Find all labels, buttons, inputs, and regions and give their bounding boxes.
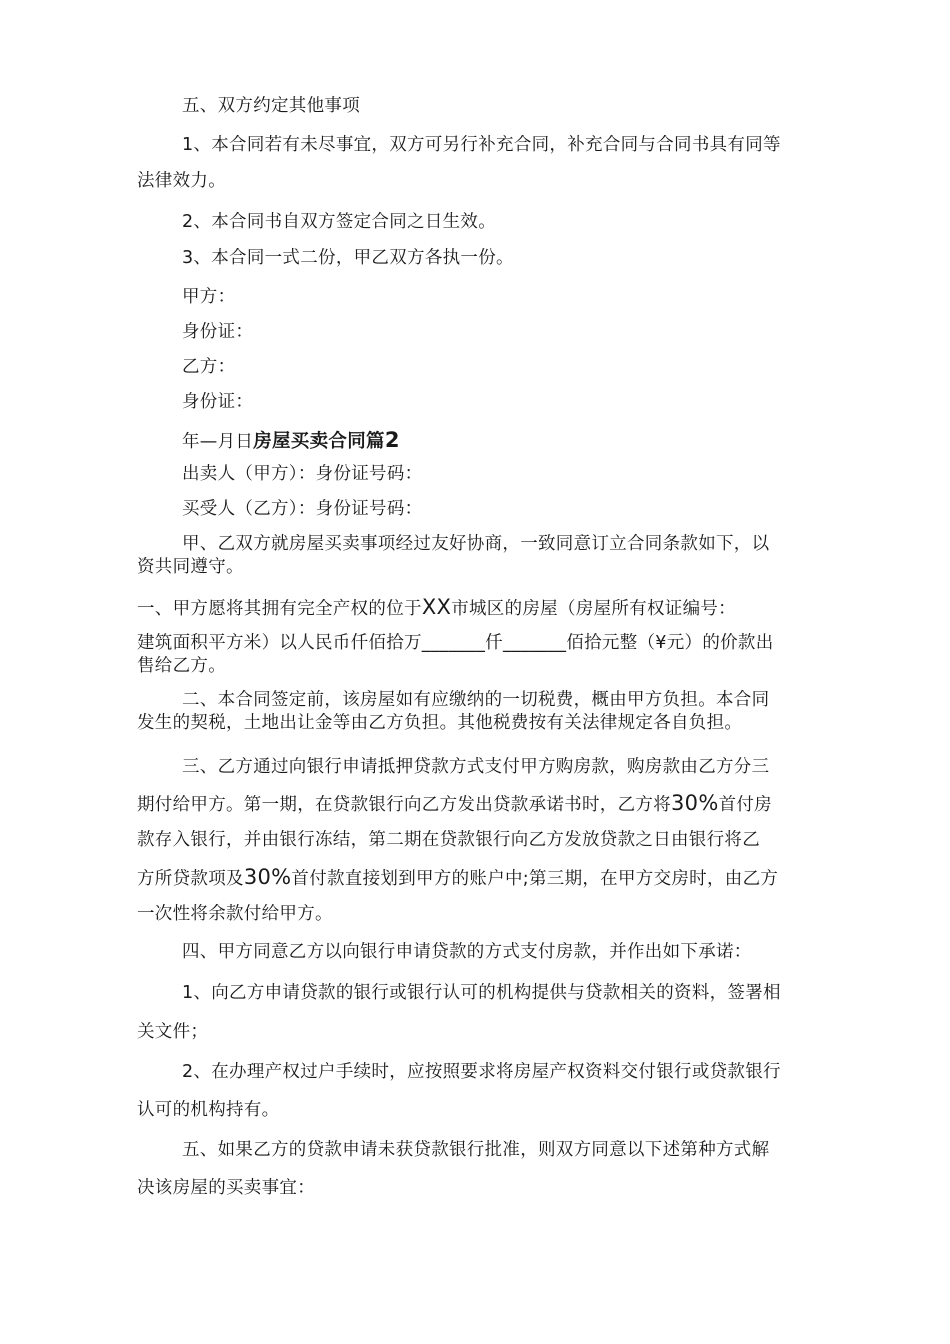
article-4-2-line2: 认可的机构持有。 — [137, 1100, 280, 1120]
party-a-label: 甲方： — [182, 287, 236, 307]
article-3-percent-2: 30% — [243, 865, 292, 889]
section-five-heading: 五、双方约定其他事项 — [182, 96, 360, 116]
article-4-2-line1: 2、在办理产权过户手续时，应按照要求将房屋产权资料交付银行或贷款银行 — [182, 1062, 781, 1082]
contract-title: 房屋买卖合同篇 — [253, 431, 385, 452]
article-3-line4-text-b: 首付款直接划到甲方的账户中;第三期，在甲方交房时，由乙方 — [291, 869, 779, 889]
clause-5-2: 2、本合同书自双方签定合同之日生效。 — [182, 212, 497, 232]
article-3-line3: 款存入银行，并由银行冻结，第二期在贷款银行向乙方发放贷款之日由银行将乙 — [137, 830, 760, 850]
article-3-line4-text-a: 方所贷款项及 — [137, 869, 244, 889]
article-3-line2-text-b: 首付房 — [718, 795, 772, 815]
clause-5-3: 3、本合同一式二份，甲乙双方各执一份。 — [182, 248, 514, 268]
article-3-line1: 三、乙方通过向银行申请抵押贷款方式支付甲方购房款，购房款由乙方分三 — [182, 757, 770, 777]
clause-5-1-line2: 法律效力。 — [137, 171, 226, 191]
article-3-line4 — [137, 866, 778, 890]
date-prefix: 年—月日 — [182, 432, 254, 452]
article-4-1-line2: 关文件； — [137, 1022, 209, 1042]
clause-5-1-line1: 1、本合同若有未尽事宜，双方可另行补充合同，补充合同与合同书具有同等 — [182, 135, 781, 155]
article-3-line5: 一次性将余款付给甲方。 — [137, 904, 333, 924]
article-4-line1: 四、甲方同意乙方以向银行申请贷款的方式支付房款，并作出如下承诺： — [182, 942, 752, 962]
intro-line2: 资共同遵守。 — [137, 557, 244, 577]
article-1-line1 — [137, 596, 736, 620]
contract-title-number: 2 — [384, 428, 400, 452]
intro-line1: 甲、乙双方就房屋买卖事项经过友好协商，一致同意订立合同条款如下，以 — [182, 534, 770, 554]
article-3-line2 — [137, 792, 772, 816]
article-5-line1: 五、如果乙方的贷款申请未获贷款银行批准，则双方同意以下述第种方式解 — [182, 1140, 770, 1160]
date-and-title-line — [182, 429, 400, 453]
article-1-line2: 建筑面积平方米）以人民币仟佰拾万_______仟_______佰拾元整（¥元）的价款出 — [137, 633, 774, 653]
article-3-line2-text-a: 期付给甲方。第一期，在贷款银行向乙方发出贷款承诺书时，乙方将 — [137, 795, 671, 815]
party-a-id-label: 身份证： — [182, 322, 254, 342]
article-2-line2: 发生的契税，土地出让金等由乙方负担。其他税费按有关法律规定各自负担。 — [137, 713, 743, 733]
article-4-1-line1: 1、向乙方申请贷款的银行或银行认可的机构提供与贷款相关的资料，签署相 — [182, 983, 781, 1003]
article-3-percent-1: 30% — [671, 791, 719, 815]
article-1-line3: 售给乙方。 — [137, 656, 226, 676]
seller-line: 出卖人（甲方）：身份证号码： — [182, 464, 423, 484]
party-b-id-label: 身份证： — [182, 392, 254, 412]
buyer-line: 买受人（乙方）：身份证号码： — [182, 499, 423, 519]
article-2-line1: 二、本合同签定前，该房屋如有应缴纳的一切税费，概由甲方负担。本合同 — [182, 690, 770, 710]
article-1-text-b: 市城区的房屋（房屋所有权证编号： — [451, 599, 736, 619]
article-1-text-a: 一、甲方愿将其拥有完全产权的位于 — [137, 599, 422, 619]
article-1-xx: XX — [421, 595, 452, 619]
article-5-line2: 决该房屋的买卖事宜： — [137, 1178, 315, 1198]
party-b-label: 乙方： — [182, 357, 236, 377]
